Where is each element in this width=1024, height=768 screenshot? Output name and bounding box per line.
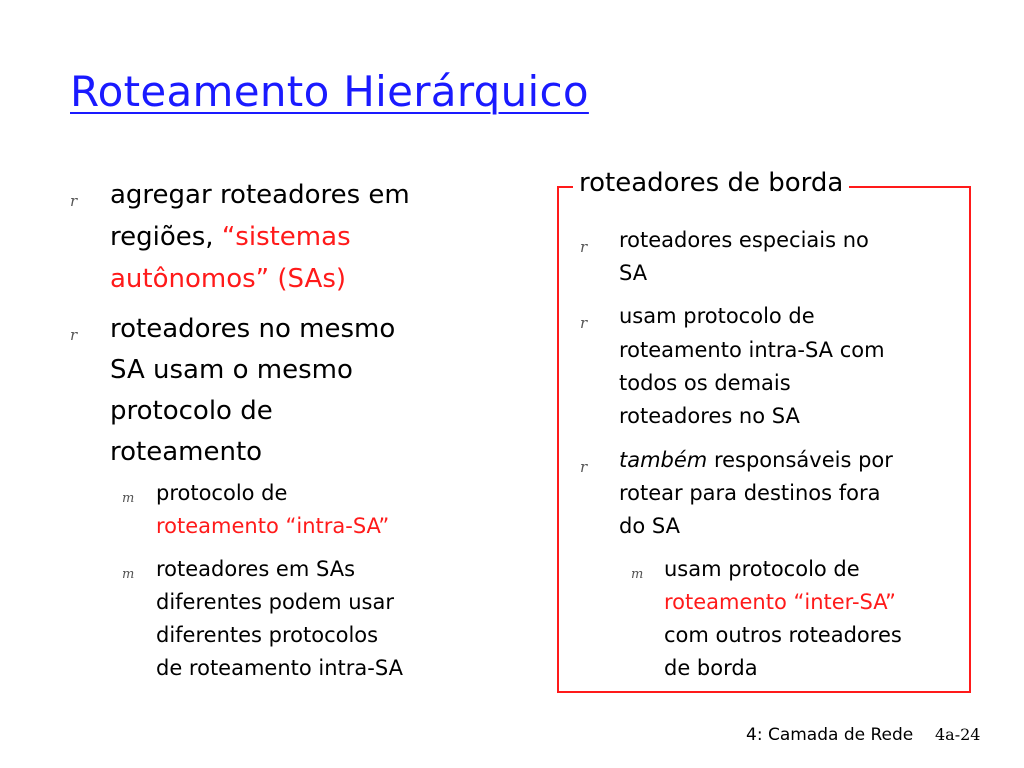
left-item2-line4: roteamento [110, 437, 263, 467]
left-item2-line1: roteadores no mesmo [110, 314, 396, 344]
left-sub2-line4: de roteamento intra-SA [156, 656, 403, 680]
left-item1-line1: agregar roteadores em [110, 180, 410, 210]
left-item2-line3: protocolo de [110, 396, 273, 426]
box-item2-line3: todos os demais [619, 371, 791, 395]
left-item1-line2-plain: regiões, [110, 222, 222, 252]
box-sub1-line2: roteamento “inter-SA” [664, 590, 896, 614]
box-sub1-line4: de borda [664, 656, 758, 680]
box-item1-line2: SA [619, 261, 648, 285]
footer-chapter: 4: Camada de Rede [746, 725, 914, 745]
sub-bullet-icon: m [122, 567, 135, 582]
box-item3-line1-rest: responsáveis por [707, 448, 893, 472]
bullet-icon: r [580, 458, 588, 476]
sub-bullet-icon: m [122, 491, 135, 506]
box-item3-line3: do SA [619, 514, 680, 538]
left-sub1-line2: roteamento “intra-SA” [156, 514, 390, 538]
box-sub1-line3: com outros roteadores [664, 623, 902, 647]
bullet-icon: r [70, 192, 78, 210]
left-item1-line3: autônomos” (SAs) [110, 264, 347, 294]
slide-title: Roteamento Hierárquico [70, 67, 589, 116]
left-sub1-line1: protocolo de [156, 481, 288, 505]
left-item1-highlight: “sistemas [221, 222, 351, 252]
box-sub1-line1: usam protocolo de [664, 557, 860, 581]
left-sub2-line3: diferentes protocolos [156, 623, 379, 647]
left-sub2-line2: diferentes podem usar [156, 590, 394, 614]
box-item2-line4: roteadores no SA [619, 404, 800, 428]
box-item2-line1: usam protocolo de [619, 304, 815, 328]
bullet-icon: r [70, 326, 78, 344]
box-item1-line1: roteadores especiais no [619, 228, 869, 252]
box-title: roteadores de borda [573, 166, 849, 200]
box-item2-line2: roteamento intra-SA com [619, 338, 885, 362]
box-item3-line2: rotear para destinos fora [619, 481, 881, 505]
box-item3-emphasis: também [619, 448, 708, 472]
box-item3-line1 [619, 446, 893, 475]
left-sub2-line1: roteadores em SAs [156, 557, 356, 581]
sub-bullet-icon: m [631, 567, 644, 582]
bullet-icon: r [580, 314, 588, 332]
left-item1-line2 [110, 220, 351, 254]
bullet-icon: r [580, 238, 588, 256]
page-number: 4a-24 [935, 725, 981, 744]
left-item2-line2: SA usam o mesmo [110, 355, 353, 385]
